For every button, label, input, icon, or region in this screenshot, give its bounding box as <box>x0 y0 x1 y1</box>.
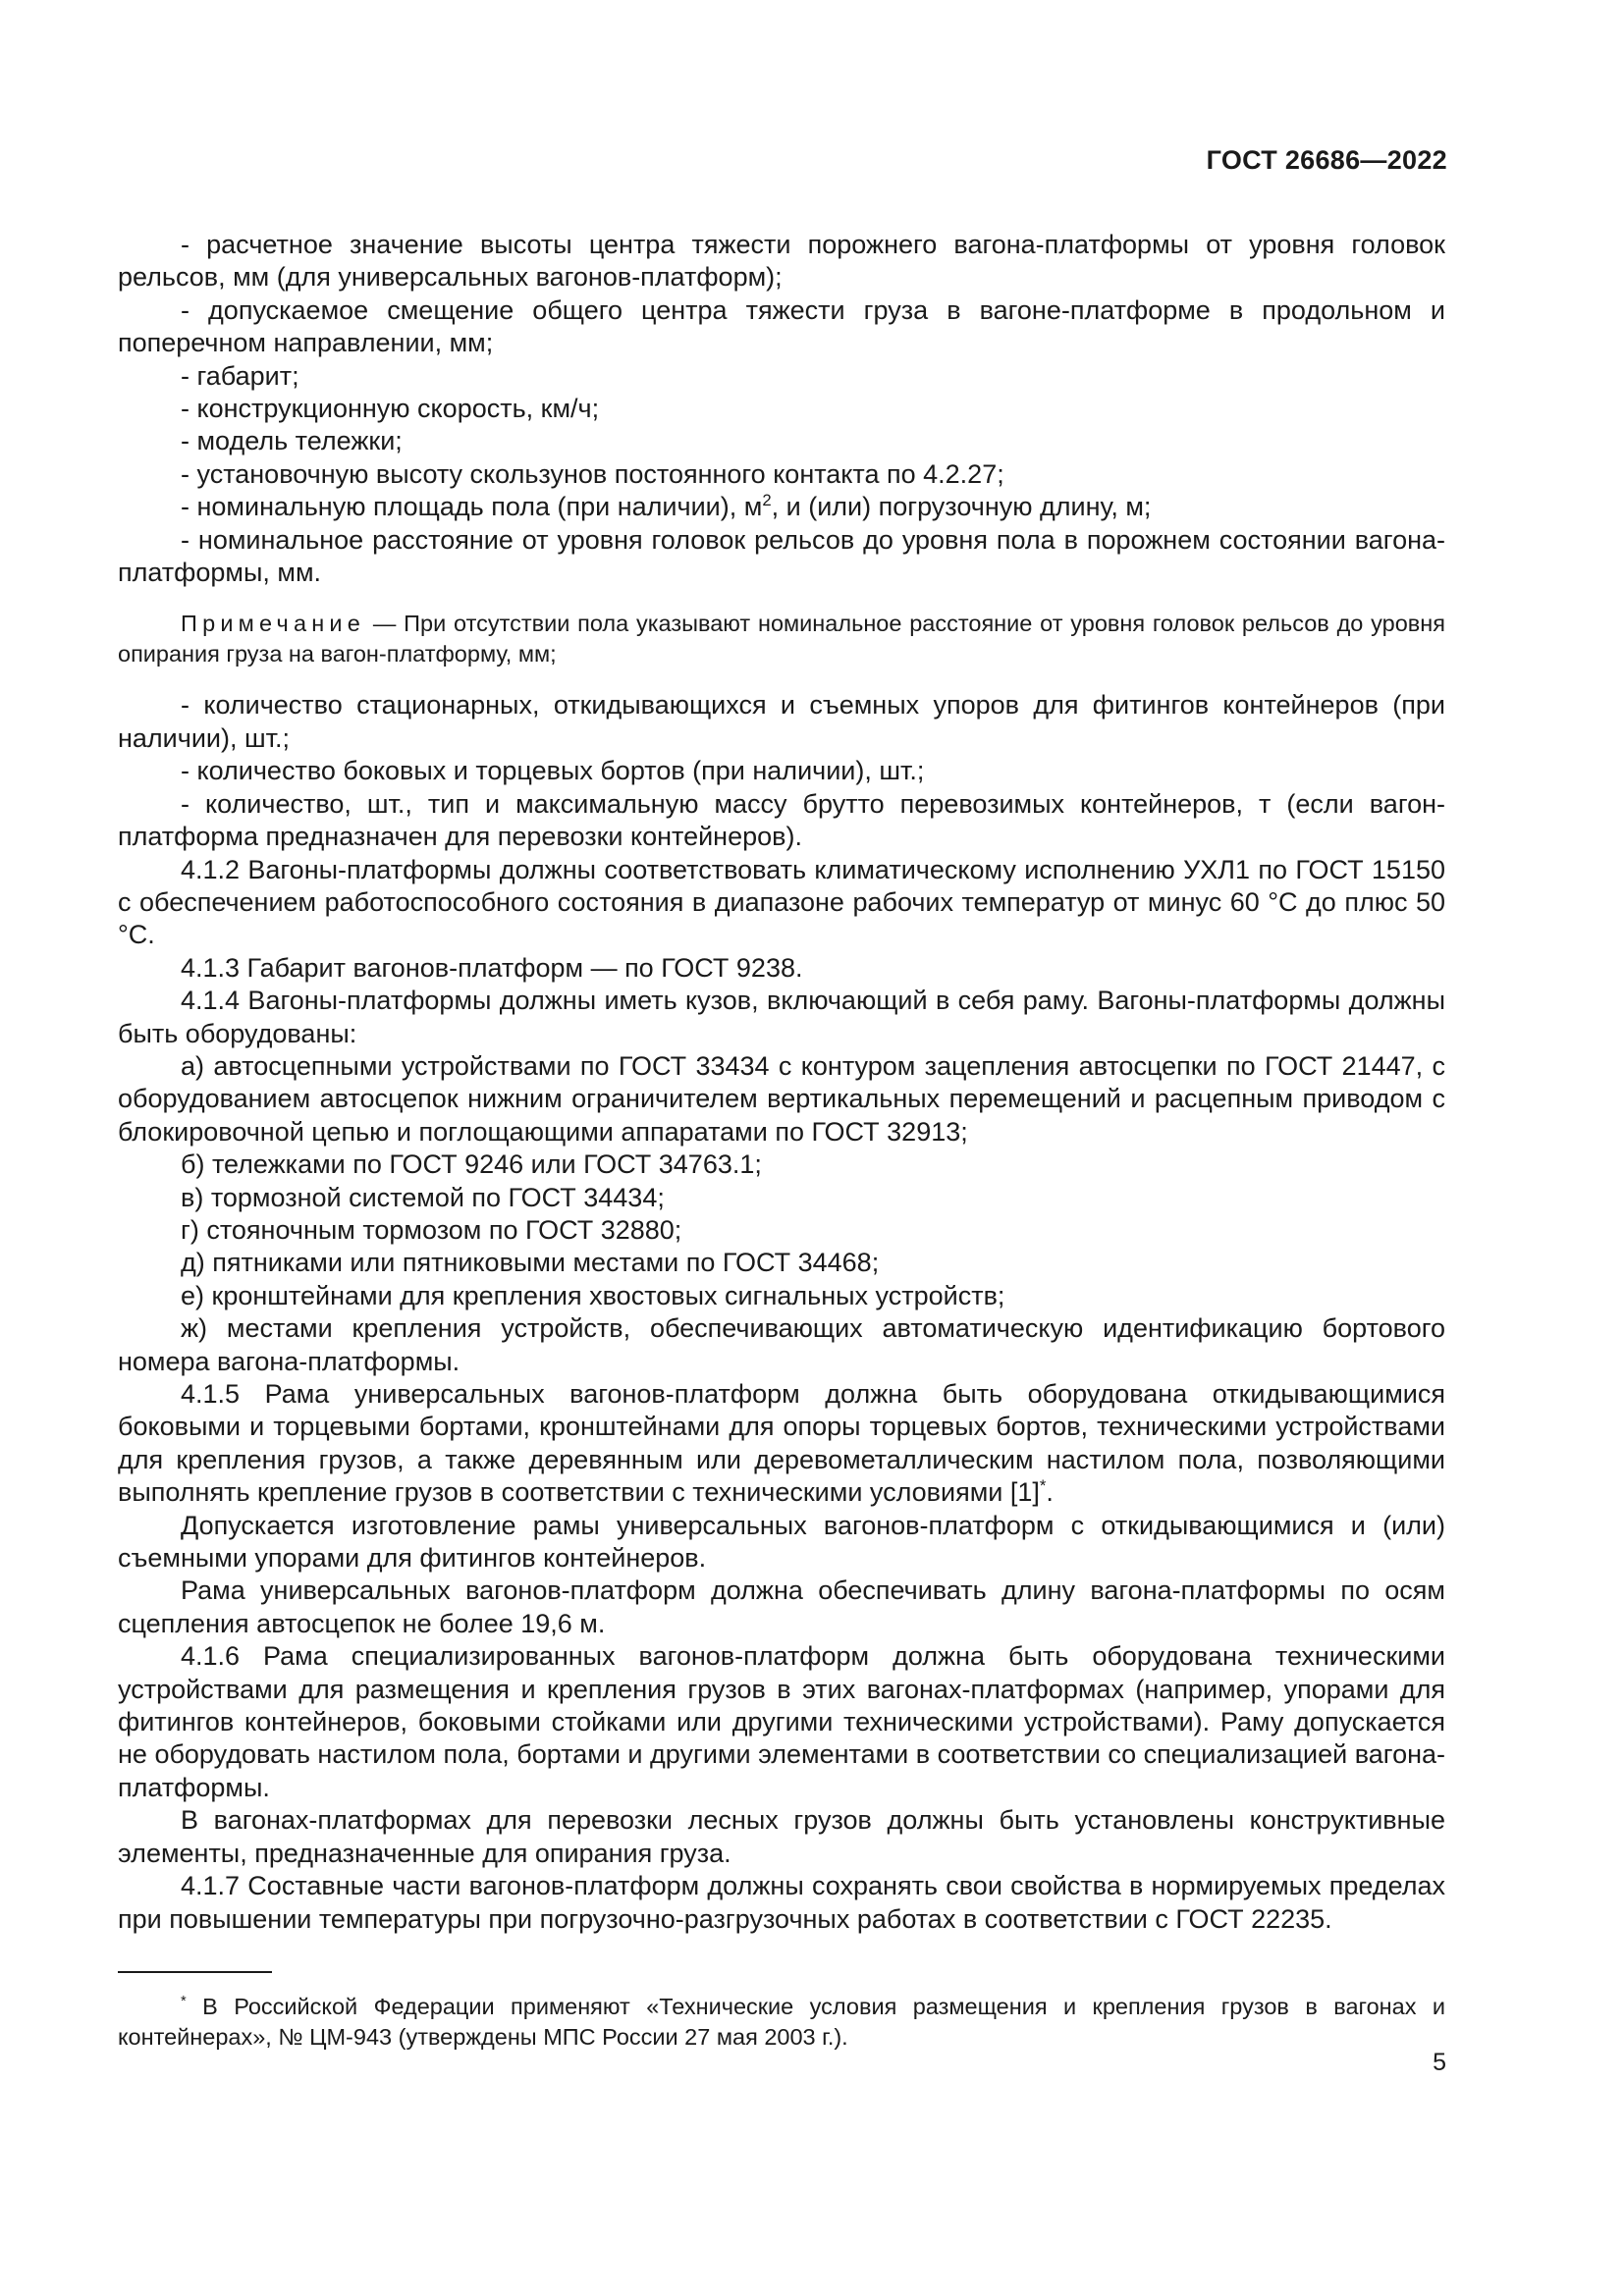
text-span: - номинальную площадь пола (при наличии), м <box>181 492 763 522</box>
list-item: - модель тележки; <box>181 426 403 456</box>
note-label: Примечание <box>181 611 366 637</box>
text-span: , и (или) погрузочную длину, м; <box>771 492 1152 522</box>
enum-item-e: е) кронштейнами для крепления хвостовых сигнальных устройств; <box>181 1280 1005 1310</box>
enum-item-v: в) тормозной системой по ГОСТ 34434; <box>181 1182 665 1212</box>
footnote-text: В Российской Федерации применяют «Технические условия размещения и крепления грузов в вагонах и контейнерах», № ЦМ-943 (утверждены МПС России 27 мая 2003 г.). <box>118 1994 1445 2050</box>
enum-item-g: г) стояночным тормозом по ГОСТ 32880; <box>181 1214 682 1245</box>
text-span: 4.1.5 Рама универсальных вагонов-платформ должна быть оборудована откидывающимися боковыми и торцевыми бортами, кронштейнами для опоры торцевых бортов, техническими устройствами для крепления грузов, а также деревянным или деревометаллическим настилом пола, позволяющими выполнять крепление грузов в соответствии с техническими условиями [1] <box>118 1379 1445 1508</box>
list-item: - установочную высоту скользунов постоянного контакта по 4.2.27; <box>181 458 1004 489</box>
clause-4-1-6: 4.1.6 Рама специализированных вагонов-платформ должна быть оборудована техническими устройствами для размещения и крепления грузов в этих вагонах-платформах (например, упорами для фитингов контейнеров, боковыми стойками или другими техническими устройствами). Раму допускается не оборудовать настилом пола, бортами и другими элементами в соответствии со специализацией вагона-платформы. <box>118 1641 1445 1802</box>
clause-4-1-3: 4.1.3 Габарит вагонов-платформ — по ГОСТ 9238. <box>181 952 803 983</box>
body-text <box>118 229 1445 1936</box>
superscript: 2 <box>762 491 772 510</box>
document-number: ГОСТ 26686—2022 <box>1206 145 1447 175</box>
list-item: - расчетное значение высоты центра тяжести порожнего вагона-платформы от уровня головок рельсов, мм (для универсальных вагонов-платформ); <box>118 230 1445 293</box>
list-item: - количество, шт., тип и максимальную массу брутто перевозимых контейнеров, т (если вагон-платформа предназначен для перевозки контейнеров). <box>118 788 1445 852</box>
enum-item-b: б) тележками по ГОСТ 9246 или ГОСТ 34763.1; <box>181 1149 762 1180</box>
list-item: - количество стационарных, откидывающихся и съемных упоров для фитингов контейнеров (при наличии), шт.; <box>118 690 1445 753</box>
clause-4-1-4: 4.1.4 Вагоны-платформы должны иметь кузов, включающий в себя раму. Вагоны-платформы должны быть оборудованы: <box>118 986 1445 1048</box>
clause-4-1-2: 4.1.2 Вагоны-платформы должны соответствовать климатическому исполнению УХЛ1 по ГОСТ 15150 с обеспечением работоспособного состояния в диапазоне рабочих температур от минус 60 °С до плюс 50 °С. <box>118 854 1445 950</box>
note-text: — При отсутствии пола указывают номинальное расстояние от уровня головок рельсов до уровня опирания груза на вагон-платформу, мм; <box>118 611 1445 667</box>
list-item: - габарит; <box>181 360 299 391</box>
enum-item-a: а) автосцепными устройствами по ГОСТ 33434 с контуром зацепления автосцепки по ГОСТ 21447, с оборудованием автосцепок нижним ограничителем вертикальных перемещений и расцепным приводом с блокировочной цепью и поглощающими аппаратами по ГОСТ 32913; <box>118 1050 1445 1147</box>
clause-4-1-7: 4.1.7 Составные части вагонов-платформ должны сохранять свои свойства в нормируемых пределах при повышении температуры при погрузочно-разгрузочных работах в соответствии с ГОСТ 22235. <box>118 1871 1445 1934</box>
footnote-marker: * <box>181 1994 187 2010</box>
footnote-divider <box>118 1971 272 1973</box>
list-item <box>118 491 1445 523</box>
paragraph: Допускается изготовление рамы универсальных вагонов-платформ с откидывающимися и (или) съемными упорами для фитингов контейнеров. <box>118 1510 1445 1574</box>
paragraph: В вагонах-платформах для перевозки лесных грузов должны быть установлены конструктивные элементы, предназначенные для опирания груза. <box>118 1805 1445 1868</box>
clause-4-1-5 <box>118 1378 1445 1510</box>
list-item: - конструкционную скорость, км/ч; <box>181 394 600 424</box>
footnote <box>118 1992 1445 2053</box>
list-item: - допускаемое смещение общего центра тяжести груза в вагоне-платформе в продольном и поперечном направлении, мм; <box>118 294 1445 358</box>
note <box>118 609 1445 669</box>
footnote-ref: * <box>1039 1476 1047 1496</box>
list-item: - номинальное расстояние от уровня головок рельсов до уровня пола в порожнем состоянии вагона-платформы, мм. <box>118 524 1445 588</box>
list-item: - количество боковых и торцевых бортов (при наличии), шт.; <box>181 756 925 786</box>
page-number: 5 <box>1433 2049 1446 2076</box>
enum-item-zh: ж) местами крепления устройств, обеспечивающих автоматическую идентификацию бортового номера вагона-платформы. <box>118 1313 1445 1376</box>
enum-item-d: д) пятниками или пятниковыми местами по ГОСТ 34468; <box>181 1248 880 1278</box>
text-span: . <box>1046 1477 1054 1508</box>
paragraph: Рама универсальных вагонов-платформ должна обеспечивать длину вагона-платформы по осям сцепления автосцепок не более 19,6 м. <box>118 1575 1445 1638</box>
